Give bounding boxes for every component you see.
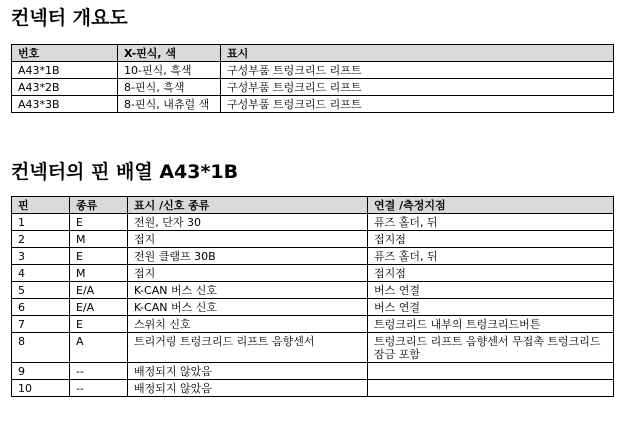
cell-pin-color: 8-핀식, 내츄럴 색 xyxy=(118,96,221,113)
column-header-pin: 핀 xyxy=(12,197,70,214)
column-header-label: 표시 xyxy=(221,45,614,62)
cell-type: E/A xyxy=(70,282,128,299)
table-row xyxy=(12,62,614,79)
cell-number: A43*3B xyxy=(12,96,118,113)
column-header-type: 종류 xyxy=(70,197,128,214)
cell-connection: 트렁크리드 내부의 트렁크리드버튼 xyxy=(368,316,614,333)
connector-overview-title: 컨넥터 개요도 xyxy=(11,7,128,29)
cell-signal: 스위치 신호 xyxy=(128,316,368,333)
cell-connection: 버스 연결 xyxy=(368,299,614,316)
cell-type: -- xyxy=(70,380,128,397)
cell-pin-color: 8-핀식, 흑색 xyxy=(118,79,221,96)
cell-pin: 4 xyxy=(12,265,70,282)
cell-type: A xyxy=(70,333,128,363)
cell-signal: 접지 xyxy=(128,265,368,282)
cell-pin: 2 xyxy=(12,231,70,248)
cell-type: E xyxy=(70,248,128,265)
table-row xyxy=(12,299,614,316)
table-row xyxy=(12,333,614,363)
cell-connection xyxy=(368,380,614,397)
table-row xyxy=(12,96,614,113)
cell-signal: K-CAN 버스 신호 xyxy=(128,282,368,299)
cell-pin: 3 xyxy=(12,248,70,265)
cell-signal: 트리거링 트렁크리드 리프트 음향센서 xyxy=(128,333,368,363)
connector-overview-table xyxy=(11,44,614,113)
cell-connection: 퓨즈 홀더, 뒤 xyxy=(368,248,614,265)
cell-signal: 배정되지 않았음 xyxy=(128,380,368,397)
cell-connection: 접지점 xyxy=(368,231,614,248)
column-header-connection: 연결 /측정지점 xyxy=(368,197,614,214)
cell-signal: 배정되지 않았음 xyxy=(128,363,368,380)
cell-connection xyxy=(368,363,614,380)
table-row xyxy=(12,231,614,248)
cell-connection: 퓨즈 홀더, 뒤 xyxy=(368,214,614,231)
column-header-pin-color: X-핀식, 색 xyxy=(118,45,221,62)
table-row xyxy=(12,79,614,96)
table-row xyxy=(12,248,614,265)
cell-label: 구성부품 트렁크리드 리프트 xyxy=(221,79,614,96)
cell-type: -- xyxy=(70,363,128,380)
cell-connection: 트렁크리드 리프트 음향센서 무접촉 트렁크리드 잠금 포함 xyxy=(368,333,614,363)
cell-pin: 7 xyxy=(12,316,70,333)
cell-connection: 버스 연결 xyxy=(368,282,614,299)
cell-type: E xyxy=(70,214,128,231)
table-row xyxy=(12,282,614,299)
cell-pin: 5 xyxy=(12,282,70,299)
cell-pin: 9 xyxy=(12,363,70,380)
cell-pin: 10 xyxy=(12,380,70,397)
cell-type: M xyxy=(70,265,128,282)
table-row xyxy=(12,316,614,333)
table-row xyxy=(12,380,614,397)
table-header-row xyxy=(12,197,614,214)
cell-signal: 전원, 단자 30 xyxy=(128,214,368,231)
pin-assignment-title: 컨넥터의 핀 배열 A43*1B xyxy=(11,161,239,183)
cell-number: A43*2B xyxy=(12,79,118,96)
table-header-row xyxy=(12,45,614,62)
cell-signal: 접지 xyxy=(128,231,368,248)
column-header-signal: 표시 /신호 종류 xyxy=(128,197,368,214)
table-row xyxy=(12,214,614,231)
cell-number: A43*1B xyxy=(12,62,118,79)
cell-pin: 6 xyxy=(12,299,70,316)
cell-signal: 전원 클램프 30B xyxy=(128,248,368,265)
cell-pin: 1 xyxy=(12,214,70,231)
cell-label: 구성부품 트렁크리드 리프트 xyxy=(221,96,614,113)
column-header-number: 번호 xyxy=(12,45,118,62)
cell-label: 구성부품 트렁크리드 리프트 xyxy=(221,62,614,79)
cell-type: M xyxy=(70,231,128,248)
table-row xyxy=(12,363,614,380)
cell-signal: K-CAN 버스 신호 xyxy=(128,299,368,316)
cell-type: E xyxy=(70,316,128,333)
pin-assignment-table xyxy=(11,196,614,397)
cell-type: E/A xyxy=(70,299,128,316)
cell-pin-color: 10-핀식, 흑색 xyxy=(118,62,221,79)
table-row xyxy=(12,265,614,282)
cell-pin: 8 xyxy=(12,333,70,363)
cell-connection: 접지점 xyxy=(368,265,614,282)
